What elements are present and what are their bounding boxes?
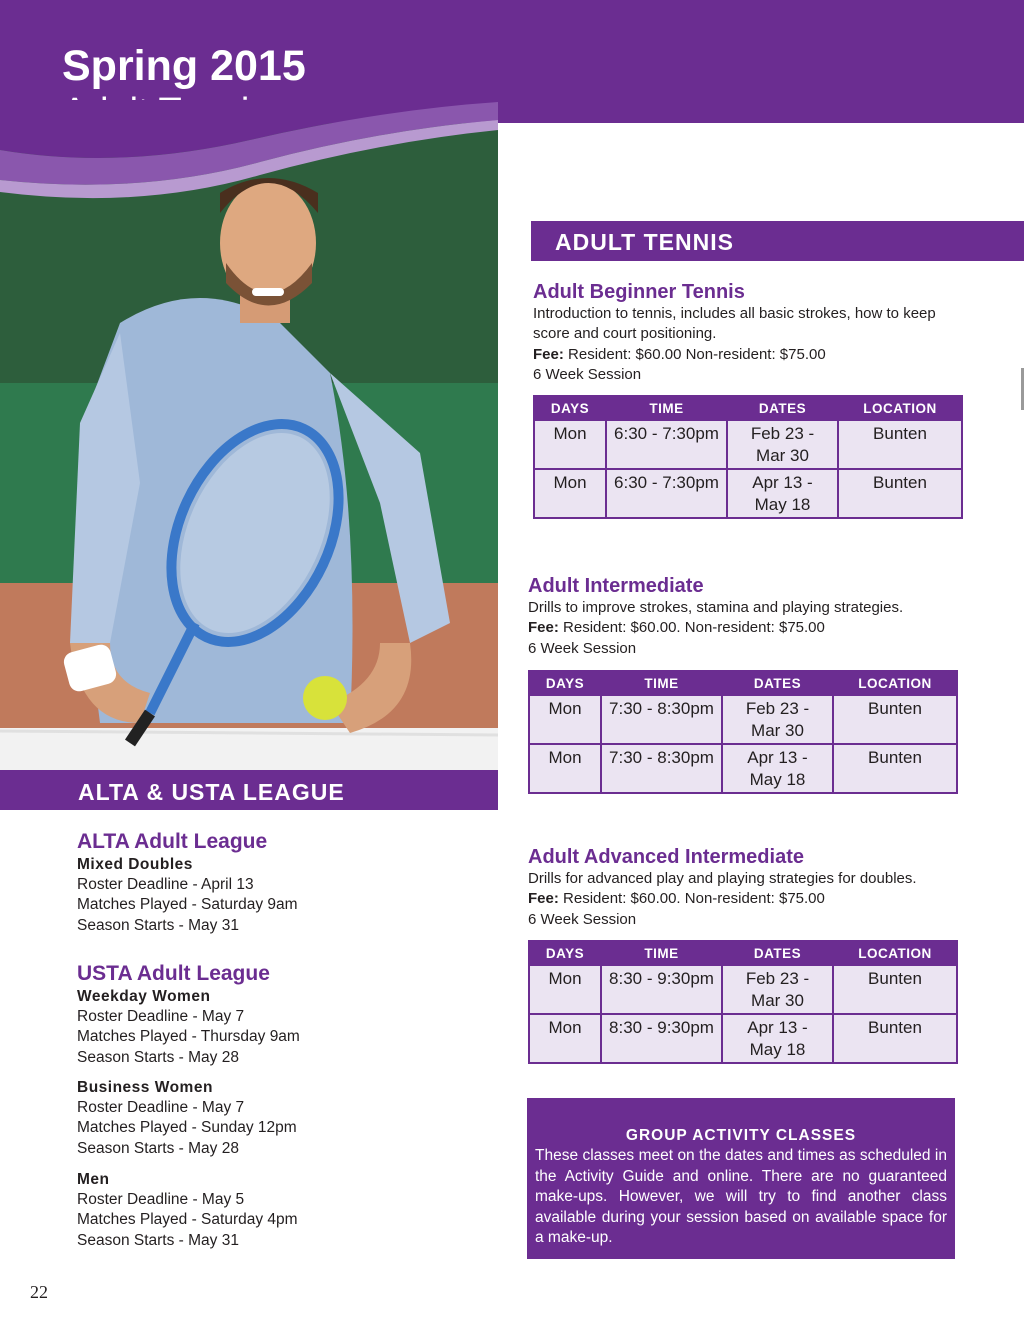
usta-league-title: USTA Adult League xyxy=(77,962,270,985)
adult-tennis-section-bar: ADULT TENNIS xyxy=(531,221,1024,261)
cell-location: Bunten xyxy=(833,1014,957,1063)
col-days: DAYS xyxy=(529,671,601,695)
usta-group-line: Roster Deadline - May 7 xyxy=(77,1099,245,1116)
schedule-table-intermediate xyxy=(528,670,958,794)
program-beginner xyxy=(533,280,973,386)
alta-league-subtitle: Mixed Doubles xyxy=(77,856,193,873)
cell-location: Bunten xyxy=(838,469,962,518)
group-activity-title: GROUP ACTIVITY CLASSES xyxy=(625,1127,857,1144)
program-session: 6 Week Session xyxy=(528,639,637,657)
cell-time: 6:30 - 7:30pm xyxy=(606,420,727,469)
program-title: Adult Advanced Intermediate xyxy=(528,846,804,868)
group-activity-text: These classes meet on the dates and times as scheduled in the Activity Guide and online. There are no guaranteed make-ups. However, we will try to find another class available during your session based on available space for a make-up. xyxy=(535,1147,947,1247)
usta-group-line: Season Starts - May 28 xyxy=(77,1139,239,1157)
col-dates: DATES xyxy=(727,396,838,420)
usta-group-line: Matches Played - Thursday 9am xyxy=(77,1028,300,1046)
cell-day: Mon xyxy=(529,965,601,1014)
program-fee: Fee: Resident: $60.00. Non-resident: $75.00 xyxy=(528,890,825,908)
usta-group-line: Matches Played - Saturday 4pm xyxy=(77,1211,298,1229)
cell-time: 8:30 - 9:30pm xyxy=(601,1014,722,1063)
usta-group-line: Roster Deadline - May 5 xyxy=(77,1191,245,1208)
col-location: LOCATION xyxy=(833,941,957,965)
usta-group-line: Matches Played - Sunday 12pm xyxy=(77,1119,297,1137)
tennis-player-photo xyxy=(0,123,498,770)
tennis-player-illustration xyxy=(0,123,498,770)
col-days: DAYS xyxy=(529,941,601,965)
table-row xyxy=(529,695,957,744)
usta-group-line: Roster Deadline - May 7 xyxy=(77,1008,245,1025)
program-intermediate xyxy=(528,574,968,659)
alta-league-line: Matches Played - Saturday 9am xyxy=(77,896,298,914)
col-location: LOCATION xyxy=(838,396,962,420)
usta-group-line: Season Starts - May 28 xyxy=(77,1048,239,1066)
cell-day: Mon xyxy=(534,469,606,518)
table-row xyxy=(529,1014,957,1063)
cell-dates: Apr 13 - May 18 xyxy=(722,744,833,793)
usta-men-block xyxy=(77,1170,407,1251)
cell-time: 7:30 - 8:30pm xyxy=(601,744,722,793)
header-wave-decoration xyxy=(0,100,498,215)
page-title: Spring 2015 xyxy=(62,42,306,90)
program-description: Drills to improve strokes, stamina and playing strategies. xyxy=(528,599,904,616)
col-dates: DATES xyxy=(722,941,833,965)
schedule-table-beginner xyxy=(533,395,963,519)
table-row xyxy=(529,965,957,1014)
cell-dates: Apr 13 - May 18 xyxy=(722,1014,833,1063)
col-time: TIME xyxy=(601,671,722,695)
cell-location: Bunten xyxy=(833,695,957,744)
usta-group-line: Season Starts - May 31 xyxy=(77,1231,239,1249)
table-row xyxy=(534,469,962,518)
cell-day: Mon xyxy=(534,420,606,469)
col-time: TIME xyxy=(601,941,722,965)
cell-day: Mon xyxy=(529,744,601,793)
col-location: LOCATION xyxy=(833,671,957,695)
alta-usta-section-bar: ALTA & USTA LEAGUE xyxy=(0,770,498,810)
alta-league-block xyxy=(77,829,407,936)
page-number: 22 xyxy=(30,1282,48,1302)
table-row xyxy=(529,744,957,793)
table-header-row xyxy=(534,396,962,420)
col-time: TIME xyxy=(606,396,727,420)
program-session: 6 Week Session xyxy=(533,366,642,384)
cell-dates: Feb 23 - Mar 30 xyxy=(722,965,833,1014)
program-advanced-intermediate xyxy=(528,845,968,930)
program-fee: Fee: Resident: $60.00. Non-resident: $75.00 xyxy=(528,619,825,637)
program-title: Adult Beginner Tennis xyxy=(533,281,745,303)
col-days: DAYS xyxy=(534,396,606,420)
program-fee: Fee: Resident: $60.00 Non-resident: $75.00 xyxy=(533,345,826,363)
cell-time: 7:30 - 8:30pm xyxy=(601,695,722,744)
schedule-table-advanced xyxy=(528,940,958,1064)
table-header-row xyxy=(529,671,957,695)
usta-league-block xyxy=(77,961,407,1068)
program-session: 6 Week Session xyxy=(528,910,637,928)
program-title: Adult Intermediate xyxy=(528,575,704,597)
program-description: Drills for advanced play and playing strategies for doubles. xyxy=(528,870,917,887)
cell-dates: Apr 13 - May 18 xyxy=(727,469,838,518)
cell-dates: Feb 23 - Mar 30 xyxy=(727,420,838,469)
cell-time: 8:30 - 9:30pm xyxy=(601,965,722,1014)
col-dates: DATES xyxy=(722,671,833,695)
usta-business-women-block xyxy=(77,1078,407,1159)
cell-location: Bunten xyxy=(833,965,957,1014)
cell-location: Bunten xyxy=(838,420,962,469)
cell-day: Mon xyxy=(529,695,601,744)
usta-group-name: Business Women xyxy=(77,1079,213,1096)
cell-day: Mon xyxy=(529,1014,601,1063)
usta-group-name: Men xyxy=(77,1171,110,1188)
alta-league-line: Roster Deadline - April 13 xyxy=(77,876,254,893)
program-description: Introduction to tennis, includes all basic strokes, how to keep score and court positioning. xyxy=(533,305,936,343)
group-activity-box xyxy=(527,1098,955,1259)
table-row xyxy=(534,420,962,469)
cell-dates: Feb 23 - Mar 30 xyxy=(722,695,833,744)
table-header-row xyxy=(529,941,957,965)
usta-group-name: Weekday Women xyxy=(77,988,211,1005)
cell-location: Bunten xyxy=(833,744,957,793)
cell-time: 6:30 - 7:30pm xyxy=(606,469,727,518)
alta-league-title: ALTA Adult League xyxy=(77,830,268,853)
alta-league-line: Season Starts - May 31 xyxy=(77,916,239,934)
